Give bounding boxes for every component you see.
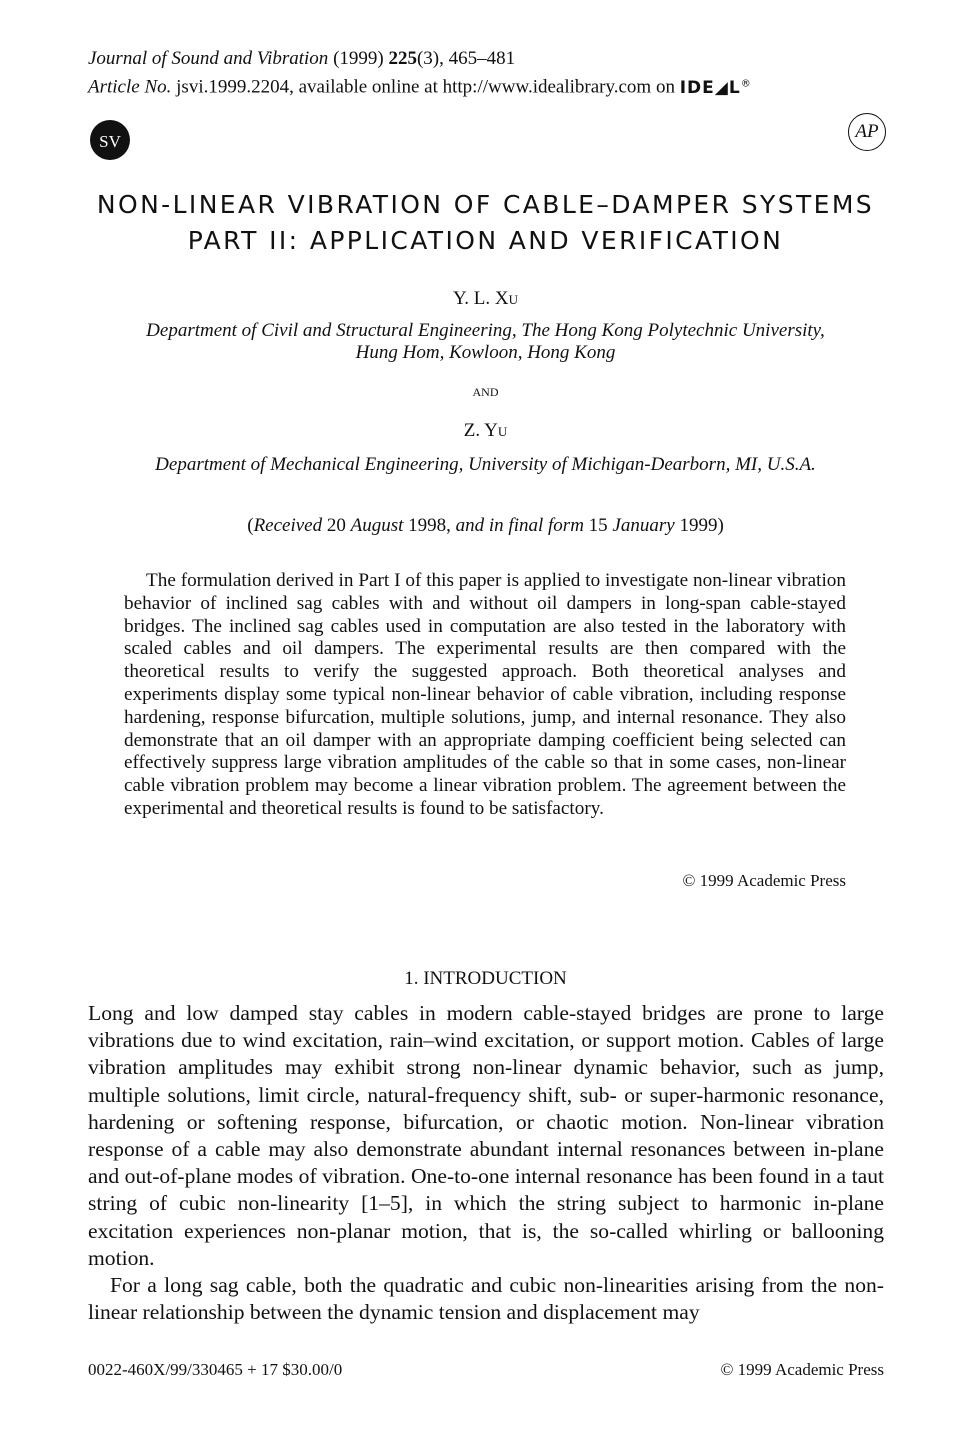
section-heading-introduction: 1. INTRODUCTION — [404, 968, 567, 989]
abstract — [124, 570, 846, 821]
introduction-paragraph-2: For a long sag cable, both the quadratic and cubic non-linearities arising from the non-linear relationship between the dynamic tension and displacement may — [88, 1273, 884, 1325]
journal-year: (1999) — [333, 48, 384, 69]
introduction-paragraph-1: Long and low damped stay cables in modern cable-stayed bridges are prone to large vibrations due to wind excitation, rain–wind excitation, or support motion. Cables of large vibration amplitudes may exhibit strong non-linear dynamic behavior, such as jump, multiple solutions, limit circle, natural-frequency shift, sub- or super-harmonic resonance, hardening or softening response, bifurcation, or chaotic motion. Non-linear vibration response of a cable may also demonstrate abundant internal resonances between in-plane and out-of-plane modes of vibration. One-to-one internal resonance has been found in a taut string of cubic non-linearity [1–5], in which the string subject to harmonic in-plane excitation experiences non-planar motion, that is, the so-called whirling or ballooning motion. — [88, 1001, 884, 1270]
journal-name: Journal of Sound and Vibration — [88, 48, 329, 69]
affiliation-2: Department of Mechanical Engineering, University of Michigan-Dearborn, MI, U.S.A. — [155, 454, 816, 475]
ideal-logo — [680, 78, 752, 98]
journal-issue-pages: (3), 465–481 — [416, 48, 516, 69]
paper-title-line-1: NON-LINEAR VIBRATION OF CABLE–DAMPER SYSTEMS — [96, 190, 875, 219]
author-2 — [0, 420, 971, 442]
ideal-logo-text: IDE◢L — [679, 77, 741, 98]
ideal-registered-mark: ® — [740, 78, 752, 89]
received-label: Received — [253, 515, 323, 536]
affiliation-1-line-1: Department of Civil and Structural Engineering, The Hong Kong Polytechnic University, — [146, 320, 825, 341]
received-year: 1998, — [403, 515, 456, 536]
final-month: January — [612, 515, 675, 536]
abstract-copyright: © 1999 Academic Press — [682, 871, 846, 890]
footer-code: 0022-460X/99/330465 + 17 $30.00/0 — [88, 1360, 343, 1379]
footer-copyright: © 1999 Academic Press — [720, 1360, 884, 1379]
journal-volume: 225 — [388, 48, 417, 69]
sv-logo: SV — [90, 120, 130, 160]
received-dates — [0, 515, 971, 537]
introduction-body — [88, 1000, 884, 1326]
author-conjunction: and — [472, 381, 499, 400]
final-day: 15 — [583, 515, 613, 536]
author-1-name: Y. L. Xu — [453, 288, 518, 309]
received-open-paren: ( — [247, 515, 254, 536]
abstract-text: The formulation derived in Part I of this paper is applied to investigate non-linear vibration behavior of inclined sag cables with and without oil dampers in long-span cable-stayed bridges. The inclined sag cables used in computation are also tested in the laboratory with scaled cables and oil dampers. The experimental results are then compared with the theoretical results to verify the suggested approach. Both theoretical analyses and experiments display some typical non-linear behavior of cable vibration, including response hardening, response bifurcation, multiple solutions, jump, and internal resonance. They also demonstrate that an oil damper with an appropriate damping coefficient being selected can effectively suppress large vibration amplitudes of the cable so that in some cases, non-linear cable vibration problem may become a linear vibration problem. The agreement between the experimental and theoretical results is found to be satisfactory. — [124, 570, 846, 819]
article-text: jsvi.1999.2204, available online at http://www.idealibrary.com on — [176, 76, 675, 98]
article-line — [88, 71, 752, 101]
paper-title-line-2: PART II: APPLICATION AND VERIFICATION — [187, 226, 784, 255]
received-day: 20 — [322, 515, 351, 536]
author-2-name: Z. Yu — [463, 420, 508, 441]
author-1 — [0, 288, 971, 310]
article-label: Article No. — [88, 76, 172, 98]
journal-citation-line — [88, 46, 752, 71]
journal-header — [88, 46, 752, 101]
final-form-label: and in final form — [455, 515, 584, 536]
final-year: 1999) — [674, 515, 724, 536]
affiliation-1-line-2: Hung Hom, Kowloon, Hong Kong — [355, 342, 616, 363]
ap-logo: AP — [848, 113, 886, 151]
received-month: August — [350, 515, 404, 536]
